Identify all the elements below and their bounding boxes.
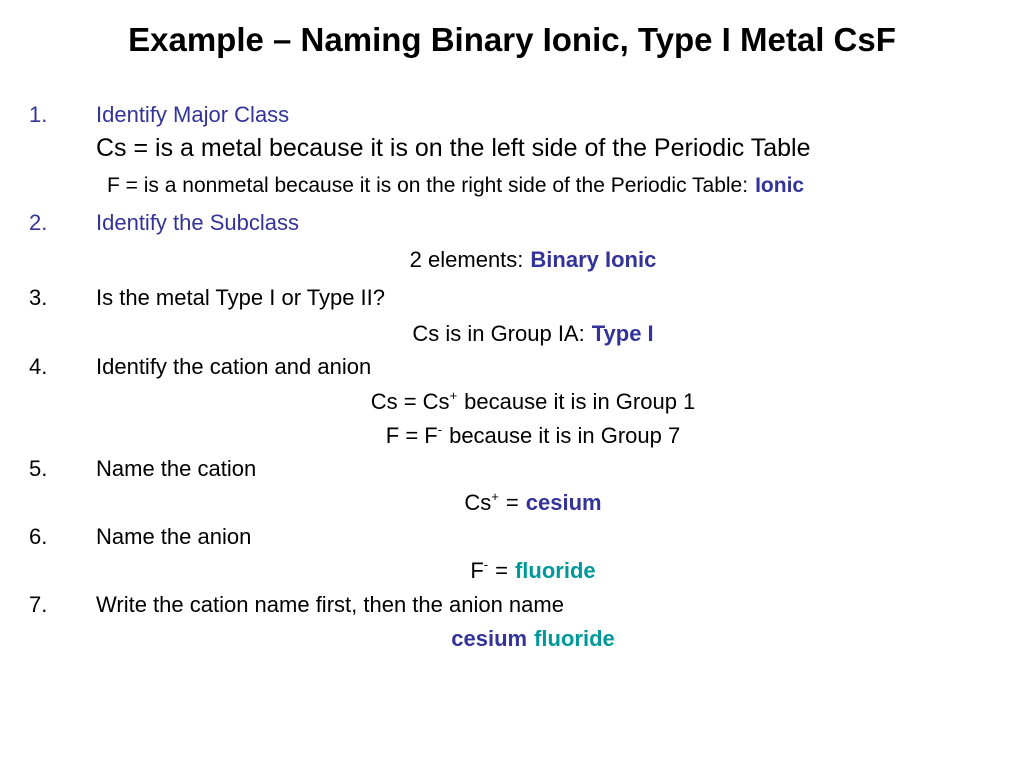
step-7-number: 7. <box>29 592 48 617</box>
step-4-anion-lhs: F = F <box>385 423 438 448</box>
step-4-number: 4. <box>29 354 48 379</box>
step-5-number: 5. <box>29 456 48 481</box>
step-1-label: Identify Major Class <box>96 102 290 127</box>
step-5-label: Name the cation <box>96 456 257 481</box>
step-4-cation-lhs: Cs = Cs <box>370 389 450 414</box>
step-2-detail <box>0 246 1024 274</box>
step-5-charge: + <box>491 489 499 504</box>
step-4-anion-charge: - <box>437 422 443 437</box>
step-4-cation-line <box>0 388 1024 416</box>
step-1-detail-f-text: F = is a nonmetal because it is on the right side of the Periodic Table: <box>107 174 749 197</box>
slide-title: Example – Naming Binary Ionic, Type I Metal CsF <box>128 21 896 58</box>
step-6-label: Name the anion <box>96 524 252 549</box>
step-3-answer: Type I <box>591 321 654 346</box>
step-2-number: 2. <box>29 210 48 235</box>
step-3-detail <box>0 320 1024 348</box>
step-3-detail-text: Cs is in Group IA: <box>412 321 585 346</box>
step-7-answer-cation: cesium <box>451 626 528 651</box>
step-7-label: Write the cation name first, then the anion name <box>96 592 564 617</box>
step-3-label: Is the metal Type I or Type II? <box>96 285 386 310</box>
step-4-anion-line <box>0 422 1024 450</box>
step-5-answer: cesium <box>525 490 602 515</box>
step-4-label: Identify the cation and anion <box>96 354 372 379</box>
step-3-number: 3. <box>29 285 48 310</box>
step-2-detail-text: 2 elements: <box>409 247 524 272</box>
step-7-answer-anion: fluoride <box>534 626 615 651</box>
step-1-number: 1. <box>29 102 48 127</box>
step-4-anion-reason: because it is in Group 7 <box>449 423 681 448</box>
step-1-detail-cs: Cs = is a metal because it is on the left side of the Periodic Table <box>96 134 811 162</box>
step-7-answer <box>0 625 1024 653</box>
step-5-symbol: Cs <box>464 490 492 515</box>
step-6-number: 6. <box>29 524 48 549</box>
step-2-answer: Binary Ionic <box>530 247 657 272</box>
step-4-cation-charge: + <box>449 388 458 403</box>
step-6-answer: fluoride <box>514 558 596 583</box>
step-5-equals: = <box>505 490 519 515</box>
step-6-symbol: F <box>470 558 484 583</box>
step-6-detail <box>0 557 1024 585</box>
step-6-charge: - <box>483 557 489 572</box>
step-5-detail <box>0 489 1024 517</box>
step-6-equals: = <box>495 558 508 583</box>
step-1-detail-f <box>107 172 804 200</box>
step-1-answer: Ionic <box>755 174 805 197</box>
step-2-label: Identify the Subclass <box>96 210 300 235</box>
step-4-cation-reason: because it is in Group 1 <box>464 389 696 414</box>
